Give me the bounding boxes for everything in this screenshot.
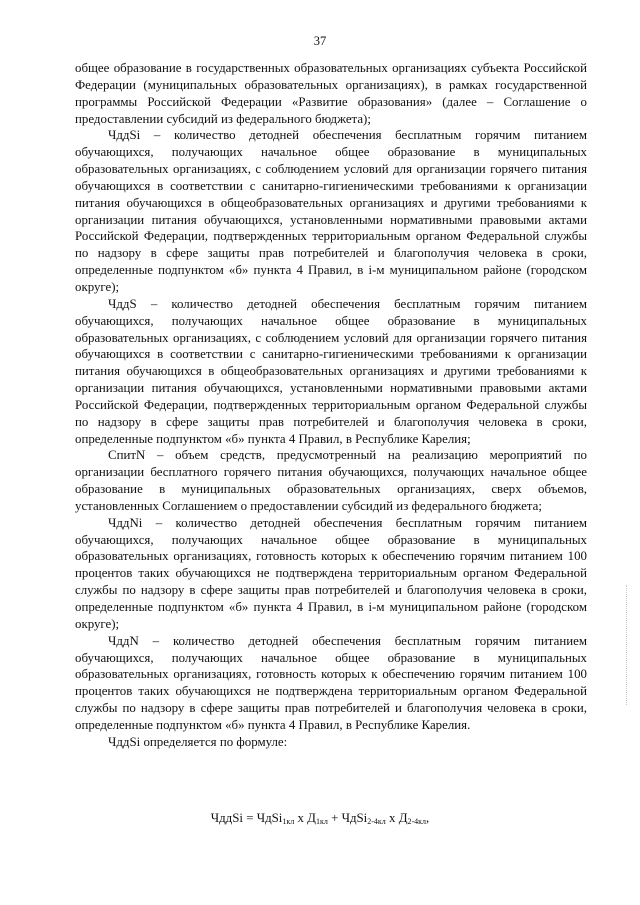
paragraph-chdd-ni: ЧддNi – количество детодней обеспечения бесплатным горячим питанием обучающихся, получающих начальное общее образование в муниципальных образовательных организациях, готовность которых к обеспечению горячим питанием 100 процентов таких обучающихся не подтверждена территориальным органом Федеральной службы по надзору в сфере защиты прав потребителей и благополучия человека в сроки, определенные подпунктом «б» пункта 4 Правил, в i-м муниципальном районе (городском округе); <box>75 515 587 631</box>
formula-equals: = <box>242 811 257 825</box>
formula-lhs: ЧддSi <box>210 811 243 825</box>
scan-edge-mark <box>626 585 628 705</box>
formula-term-1: ЧдSi <box>256 811 283 825</box>
paragraph-chdd-si: ЧддSi – количество детодней обеспечения бесплатным горячим питанием обучающихся, получающих начальное общее образование в муниципальных образовательных организациях, с соблюдением условий для организации горячего питания обучающихся в соответствии с санитарно-гигиеническими требованиями к организации питания обучающихся в общеобразовательных организациях и другими требованиями к организации питания обучающихся, установленными нормативными правовыми актами Российской Федерации, подтвержденных территориальным органом Федеральной службы по надзору в сфере защиты прав потребителей и благополучия человека в сроки, определенные подпунктом «б» пункта 4 Правил, в i-м муниципальном районе (городском округе); <box>75 128 587 294</box>
formula-term-4-subscript: 2-4кл <box>407 817 427 826</box>
formula-term-2-subscript: 1кл <box>315 817 328 826</box>
paragraph-spit-n: СпитN – объем средств, предусмотренный на реализацию мероприятий по организации бесплатного горячего питания обучающихся, получающих начальное общее образование в муниципальных образовательных организациях, сверх объемов, установленных Соглашением о предоставлении субсидий из федерального бюджета; <box>75 448 587 513</box>
formula <box>0 811 640 826</box>
formula-tail: , <box>426 811 430 825</box>
document-body <box>75 60 587 751</box>
formula-times-2: x <box>385 811 399 825</box>
formula-term-1-subscript: 1кл <box>282 817 295 826</box>
paragraph-continuation: общее образование в государственных образовательных организациях субъекта Российской Федерации (муниципальных образовательных организациях), в рамках государственной программы Российской Федерации «Развитие образования» (далее – Соглашение о предоставлении субсидий из федерального бюджета); <box>75 61 587 126</box>
formula-plus: + <box>327 811 342 825</box>
page-number: 37 <box>313 34 327 48</box>
paragraph-chdd-s: ЧддS – количество детодней обеспечения бесплатным горячим питанием обучающихся, получающих начальное общее образование в муниципальных образовательных организациях, с соблюдением условий для организации горячего питания обучающихся в соответствии с санитарно-гигиеническими требованиями к организации питания обучающихся в общеобразовательных организациях и другими требованиями к организации питания обучающихся, установленными нормативными правовыми актами Российской Федерации, подтвержденных территориальным органом Федеральной службы по надзору в сфере защиты прав потребителей и благополучия человека в сроки, определенные подпунктом «б» пункта 4 Правил, в Республике Карелия; <box>75 296 587 446</box>
paragraph-formula-intro: ЧддSi определяется по формуле: <box>108 734 288 749</box>
formula-term-3-subscript: 2-4кл <box>367 817 386 826</box>
formula-term-4: Д <box>398 811 408 825</box>
formula-term-3: ЧдSi <box>341 811 368 825</box>
formula-term-2: Д <box>307 811 316 825</box>
formula-times-1: x <box>294 811 308 825</box>
paragraph-chdd-n: ЧддN – количество детодней обеспечения бесплатным горячим питанием обучающихся, получающих начальное общее образование в муниципальных образовательных организациях, готовность которых к обеспечению горячим питанием 100 процентов таких обучающихся не подтверждена территориальным органом Федеральной службы по надзору в сфере защиты прав потребителей и благополучия человека в сроки, определенные подпунктом «б» пункта 4 Правил, в Республике Карелия. <box>75 633 587 732</box>
